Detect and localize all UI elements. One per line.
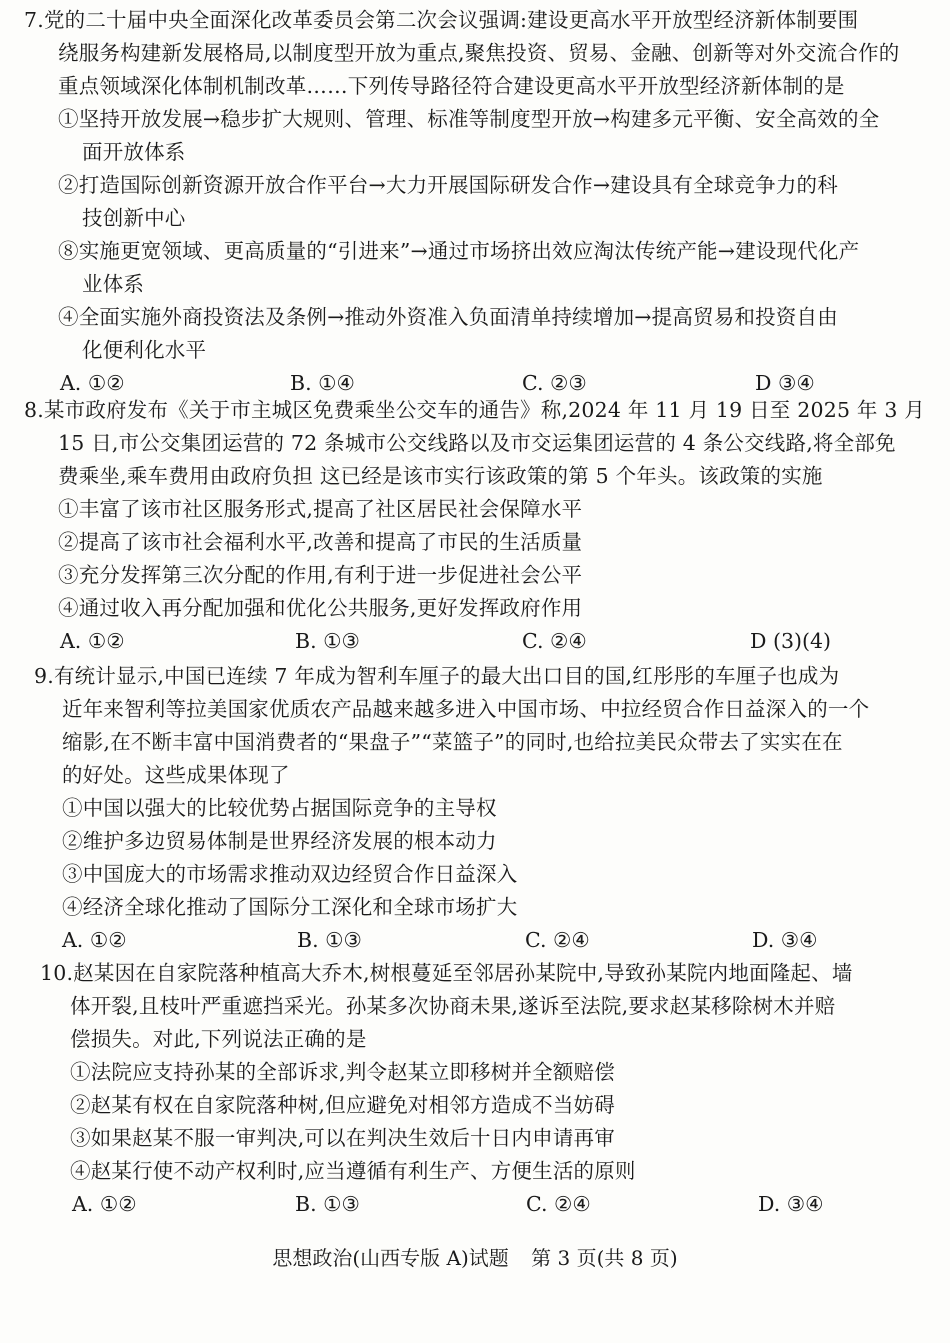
option-3: ⑧实施更宽领域、更高质量的“引进来”→通过市场挤出效应淘汰传统产能→建设现代化产 xyxy=(58,239,860,263)
choice-c[interactable]: C. ②③ xyxy=(522,371,587,395)
option-3: ③中国庞大的市场需求推动双边经贸合作日益深入 xyxy=(62,862,518,886)
page-footer xyxy=(0,1244,950,1272)
option-2: ②提高了该市社会福利水平,改善和提高了市民的生活质量 xyxy=(58,530,583,554)
exam-title: 思想政治(山西专版 A)试题 xyxy=(272,1246,509,1270)
choice-c[interactable]: C. ②④ xyxy=(522,629,587,653)
choice-d[interactable]: D (3)(4) xyxy=(750,629,832,653)
option-2: ②维护多边贸易体制是世界经济发展的根本动力 xyxy=(62,829,497,853)
choice-a[interactable]: A. ①② xyxy=(60,629,125,653)
choice-b[interactable]: B. ①③ xyxy=(295,1192,360,1216)
choice-c[interactable]: C. ②④ xyxy=(525,928,590,952)
option-1: ①坚持开放发展→稳步扩大规则、管理、标准等制度型开放→构建多元平衡、安全高效的全 xyxy=(58,107,880,131)
choice-b[interactable]: B. ①③ xyxy=(297,928,362,952)
answer-choices xyxy=(0,926,950,956)
question-stem-line: 缩影,在不断丰富中国消费者的“果盘子”“菜篮子”的同时,也给拉美民众带去了实实在在 xyxy=(62,730,843,754)
answer-choices xyxy=(0,627,950,657)
question-stem-line: 绕服务构建新发展格局,以制度型开放为重点,聚焦投资、贸易、金融、创新等对外交流合作的 xyxy=(58,41,900,65)
option-4: ④全面实施外商投资法及条例→推动外资准入负面清单持续增加→提高贸易和投资自由 xyxy=(58,305,838,329)
choice-b[interactable]: B. ①③ xyxy=(295,629,360,653)
question-stem-line: 的好处。这些成果体现了 xyxy=(62,763,290,787)
option-2: ②打造国际创新资源开放合作平台→大力开展国际研发合作→建设具有全球竞争力的科 xyxy=(58,173,838,197)
option-3: ③充分发挥第三次分配的作用,有利于进一步促进社会公平 xyxy=(58,563,583,587)
option-1: ①法院应支持孙某的全部诉求,判令赵某立即移树并全额赔偿 xyxy=(70,1060,615,1084)
option-3-cont: 业体系 xyxy=(82,272,145,296)
question-stem-line: 8.某市政府发布《关于市主城区免费乘坐公交车的通告》称,2024 年 11 月 19 日至 2025 年 3 月 xyxy=(24,398,925,422)
choice-b[interactable]: B. ①④ xyxy=(290,371,355,395)
option-2-cont: 技创新中心 xyxy=(82,206,186,230)
choice-d[interactable]: D. ③④ xyxy=(752,928,818,952)
option-1-cont: 面开放体系 xyxy=(82,140,186,164)
question-stem-line: 9.有统计显示,中国已连续 7 年成为智利车厘子的最大出口目的国,红彤彤的车厘子也成为 xyxy=(34,664,840,688)
choice-c[interactable]: C. ②④ xyxy=(526,1192,591,1216)
option-1: ①丰富了该市社区服务形式,提高了社区居民社会保障水平 xyxy=(58,497,583,521)
choice-d[interactable]: D. ③④ xyxy=(758,1192,824,1216)
question-stem-line: 重点领域深化体制机制改革……下列传导路径符合建设更高水平开放型经济新体制的是 xyxy=(58,74,845,98)
question-stem-line: 近年来智利等拉美国家优质农产品越来越多进入中国市场、中拉经贸合作日益深入的一个 xyxy=(62,697,870,721)
choice-a[interactable]: A. ①② xyxy=(72,1192,137,1216)
question-stem-line: 体开裂,且枝叶严重遮挡采光。孙某多次协商未果,遂诉至法院,要求赵某移除树木并赔 xyxy=(70,994,836,1018)
option-2: ②赵某有权在自家院落种树,但应避免对相邻方造成不当妨碍 xyxy=(70,1093,615,1117)
option-4-cont: 化便利化水平 xyxy=(82,338,207,362)
option-3: ③如果赵某不服一审判决,可以在判决生效后十日内申请再审 xyxy=(70,1126,615,1150)
option-4: ④经济全球化推动了国际分工深化和全球市场扩大 xyxy=(62,895,518,919)
answer-choices xyxy=(0,1190,950,1220)
option-4: ④赵某行使不动产权利时,应当遵循有利生产、方便生活的原则 xyxy=(70,1159,636,1183)
question-stem-line: 7.党的二十届中央全面深化改革委员会第二次会议强调:建设更高水平开放型经济新体制要围 xyxy=(24,8,859,32)
answer-choices xyxy=(0,369,950,399)
question-stem-line: 费乘坐,乘车费用由政府负担 这已经是该市实行该政策的第 5 个年头。该政策的实施 xyxy=(58,464,823,488)
question-stem-line: 偿损失。对此,下列说法正确的是 xyxy=(70,1027,367,1051)
page-number: 第 3 页(共 8 页) xyxy=(531,1246,678,1270)
choice-a[interactable]: A. ①② xyxy=(60,371,125,395)
question-stem-line: 10.赵某因在自家院落种植高大乔木,树根蔓延至邻居孙某院中,导致孙某院内地面隆起、墙 xyxy=(40,961,853,985)
option-4: ④通过收入再分配加强和优化公共服务,更好发挥政府作用 xyxy=(58,596,583,620)
option-1: ①中国以强大的比较优势占据国际竞争的主导权 xyxy=(62,796,497,820)
choice-d[interactable]: D ③④ xyxy=(755,371,815,395)
question-stem-line: 15 日,市公交集团运营的 72 条城市公交线路以及市交运集团运营的 4 条公交线路,将全部免 xyxy=(58,431,896,455)
choice-a[interactable]: A. ①② xyxy=(62,928,127,952)
